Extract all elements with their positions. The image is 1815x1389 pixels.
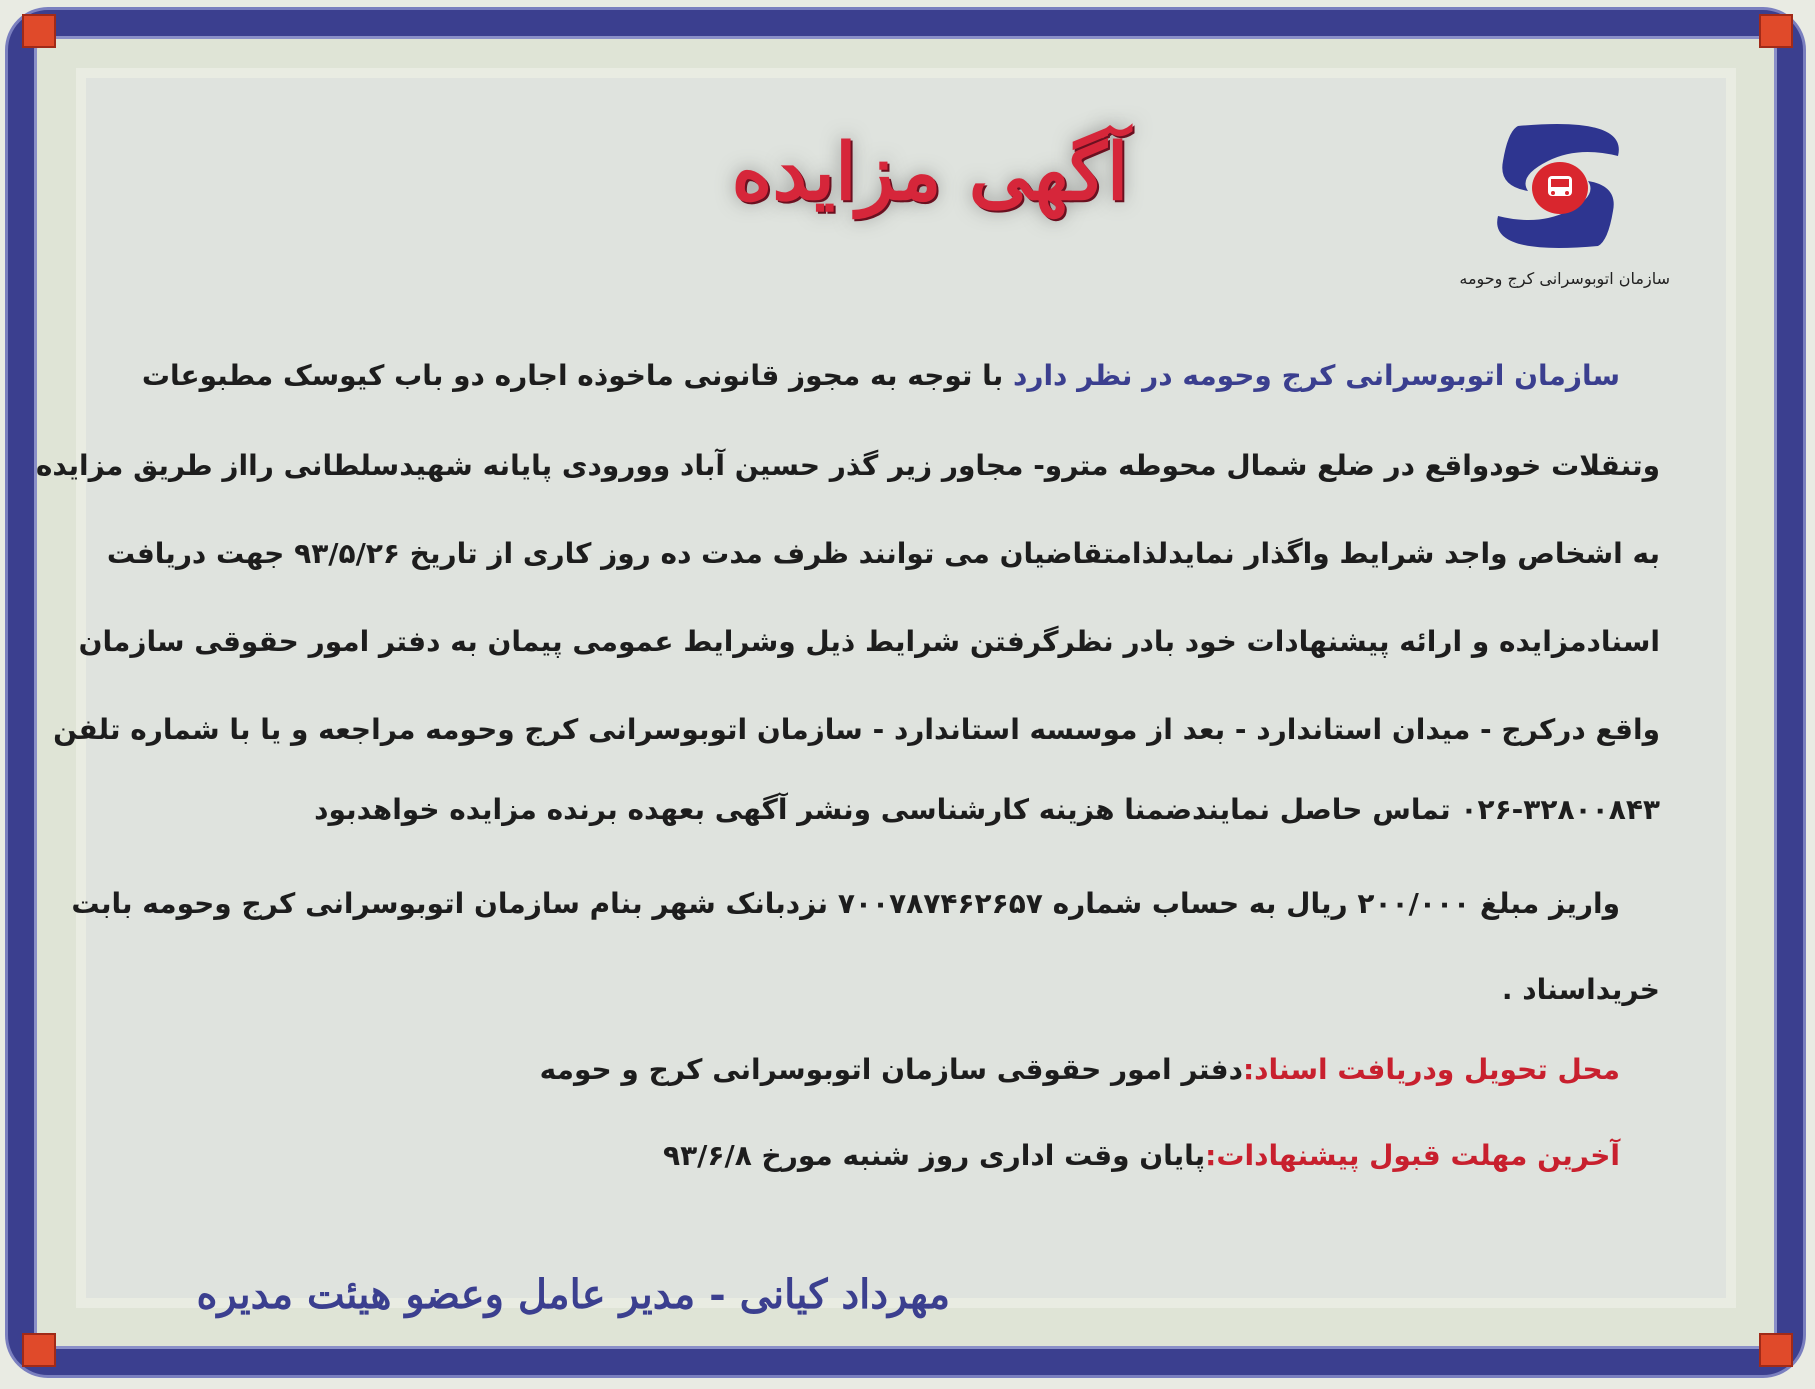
notice-title: آگهی مزایده (731, 127, 1129, 218)
body-line-1-text: با توجه به مجوز قانونی ماخوذه اجاره دو باب کیوسک مطبوعات (141, 359, 1004, 392)
body-line-1 (141, 346, 1620, 406)
deadline-label: آخرین مهلت قبول پیشنهادات: (1205, 1139, 1620, 1172)
corner-ornament-bottom-left (22, 1333, 56, 1367)
corner-ornament-top-left (22, 14, 56, 48)
notice-panel (35, 78, 1726, 1298)
delivery-location (539, 1040, 1620, 1100)
corner-ornament-bottom-right (1759, 1333, 1793, 1367)
body-line-6: ۰۲۶-۳۲۸۰۰۸۴۳ تماس حاصل نمایندضمنا هزینه کارشناسی ونشر آگهی بعهده برنده مزایده خواهدبود (314, 793, 1660, 826)
body-line-2: وتنقلات خودواقع در ضلع شمال محوطه مترو- مجاور زیر گذر حسین آباد وورودی پایانه شهیدسلطانی رااز طریق مزایده (35, 449, 1660, 482)
submission-deadline (662, 1126, 1620, 1186)
body-line-7: واریز مبلغ ۲۰۰/۰۰۰ ریال به حساب شماره ۷۰۰۷۸۷۴۶۲۶۵۷ نزدبانک شهر بنام سازمان اتوبوسرانی کرج وحومه بابت (71, 887, 1620, 920)
body-line-5: واقع درکرج - میدان استاندارد - بعد از موسسه استاندارد - سازمان اتوبوسرانی کرج وحومه مراجعه و یا با شماره تلفن (53, 713, 1660, 746)
organization-highlight: سازمان اتوبوسرانی کرج وحومه در نظر دارد (1012, 359, 1620, 392)
delivery-value: دفتر امور حقوقی سازمان اتوبوسرانی کرج و حومه (539, 1053, 1243, 1086)
organization-name: سازمان اتوبوسرانی کرج وحومه (1459, 269, 1670, 288)
deadline-value: پایان وقت اداری روز شنبه مورخ ۹۳/۶/۸ (662, 1139, 1206, 1172)
bus-organization-logo-icon (1478, 116, 1638, 256)
signature: مهرداد کیانی - مدیر عامل وعضو هیئت مدیره (196, 1271, 950, 1318)
delivery-label: محل تحویل ودریافت اسناد: (1242, 1053, 1620, 1086)
body-line-3: به اشخاص واجد شرایط واگذار نمایدلذامتقاضیان می توانند ظرف مدت ده روز کاری از تاریخ ۹۳/۵/۲۶ جهت دریافت (106, 537, 1660, 570)
corner-ornament-top-right (1759, 14, 1793, 48)
body-line-4: اسنادمزایده و ارائه پیشنهادات خود بادر نظرگرفتن شرایط ذیل وشرایط عمومی پیمان به دفتر امور حقوقی سازمان (78, 625, 1660, 658)
body-line-8: خریداسناد . (1501, 973, 1660, 1006)
